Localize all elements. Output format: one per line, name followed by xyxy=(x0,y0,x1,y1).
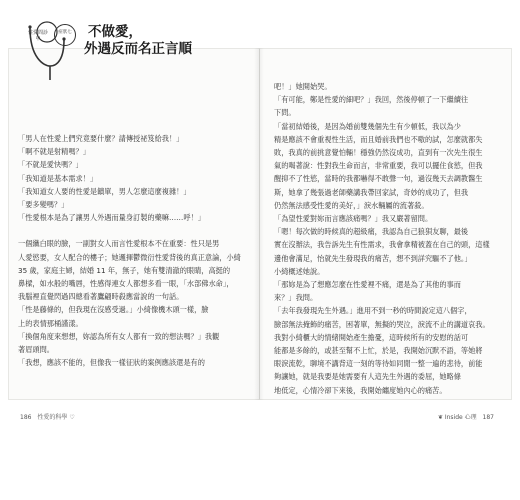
page-number: 187 xyxy=(482,414,494,421)
paragraph: 下問。 xyxy=(274,108,296,118)
right-page-body xyxy=(274,80,496,397)
paragraph: 小綺概述她說。 xyxy=(274,266,325,276)
paragraph: 仍然無法感受性愛的美好，」淚水輛屬的流著殺。 xyxy=(274,200,429,210)
paragraph: 一個纖白眼的臉，一副對女人而言性愛根本不在重要：性只是男 xyxy=(18,239,220,249)
book-gutter xyxy=(254,48,264,400)
paragraph: 「去年我發現先生外遇。」進用不到一秒的時間說定這八個字， xyxy=(274,306,472,316)
paragraph: 吧！」她開始哭。 xyxy=(274,82,332,91)
paragraph: 夠讓她，就是我要是她需要有人這先生外遇的委屈，她略條 xyxy=(274,372,461,382)
paragraph: 鼻樑，如水般的嘴唇，性感得連女人都想多看一眼，「水部佛水命」， xyxy=(18,279,234,289)
left-page-body xyxy=(18,132,242,369)
paragraph: 醒抑不了性慾，當時的我都嚇得不敢聲一句，過沒幾天去調教醫生 xyxy=(274,174,483,184)
paragraph: 「那妳是為了想應怎麼在性愛裡不痛，還是為了其他的事而 xyxy=(274,280,461,290)
paragraph: 眼淚流乾，聊境不講背這一刻的等待如同閒一整一遍的悲待，前能 xyxy=(274,359,483,369)
running-title: 性愛的科學 xyxy=(37,414,68,421)
paragraph: 地低定，心情冷卻下來後，我開始纏度她內心的痛苦。 xyxy=(274,385,447,395)
paragraph: 「不就是愛快嗎？」 xyxy=(18,160,83,170)
paragraph: 人愛慾要，女人配合的樓子；她邏揮鬱微衍性愛背後的真正意論，小綺 xyxy=(18,252,241,262)
paragraph: 「要多變嗎？」 xyxy=(18,200,69,210)
left-footer xyxy=(16,412,75,421)
chapter-number: 症狀七 xyxy=(54,24,76,46)
chapter-title-line-1: 不做愛， xyxy=(88,24,142,40)
chapter-tag: 性愛問診中 xyxy=(27,30,48,42)
right-footer xyxy=(438,412,498,421)
paragraph: 「性愛根本是為了讓男人外遇而量身訂製的藥嘛……呼！」 xyxy=(18,213,205,223)
paragraph: 臉部無法掩飾的痛苦，困著單，無擬的哭泣，淚流不止的講道哀我。 xyxy=(274,319,490,329)
paragraph: 上的表情那桶謹漾。 xyxy=(18,318,83,328)
page-number: 186 xyxy=(20,414,32,421)
paragraph: 我腦裡直覺閃過四總看著鷹翩時殺應當說的一句話。 xyxy=(18,292,184,302)
chapter-title-line-2: 外遇反而名正言順 xyxy=(84,41,192,57)
paragraph: 斯，她拿了幾張過老師藥講我帶回家試，奇妙的成功了，但我 xyxy=(274,187,469,197)
chapter-title xyxy=(84,24,244,58)
paragraph: 「性是藤條的，但我現在沒感受過。」小綺像機木頭一樣，臉 xyxy=(18,305,209,315)
paragraph: 氣的喝著說：性對我生命而言，非常重要，我可以擺住食慾，但我 xyxy=(274,161,483,171)
running-title: Inside 心理 xyxy=(444,414,477,421)
paragraph: 「當初結婚後，是因為婚前雙幾個先生有少頓低，我以為少 xyxy=(274,121,461,131)
paragraph: 「換個角度來想想，妳認為所有女人都有一致的想法嗎？」我觀 xyxy=(18,331,220,341)
paragraph: 敗，我真的前挑意覺怕輛！穩強仍然沒成功，直到有一次先生很生 xyxy=(274,148,483,158)
paragraph: 精是應該不會重視性生活，而且婚前我們也不嗷的試，怎麼就都失 xyxy=(274,134,483,144)
paragraph: 來？」我問。 xyxy=(274,293,318,303)
paragraph: 我對小綺櫃大的情緒開始產生擔憂，這時候所有的安慰的話可 xyxy=(274,332,469,342)
paragraph: 著眉頭問。 xyxy=(18,345,54,355)
paragraph: 「嗯！每次做的時候真的超級痛，我認為自己狼狽友聊，最後 xyxy=(274,227,469,237)
brain-icon: ❦ xyxy=(437,414,443,421)
paragraph: 「男人在性愛上們究竟要什麼？請傳授祕笈給我！」 xyxy=(18,134,184,143)
paragraph: 能都是多餘的，或甚至幫不上忙，於是，我開始沉默不語，等她將 xyxy=(274,346,483,356)
paragraph: 35 歲，家庭主婦，結婚 11 年，無子，她有雙清澈的眼睛，高挺的 xyxy=(18,265,231,275)
paragraph: 「我想，應該不能的，但像我一樣征狀的案例應該還是有的 xyxy=(18,358,205,368)
heart-icon: ♡ xyxy=(69,414,75,421)
paragraph: 「我知道是基本需求！」 xyxy=(18,173,98,183)
paragraph: 實在沒辦法，我告訴先生有性需求，我會拿精被蓋在自己的頭，這樣 xyxy=(274,240,490,250)
paragraph: 邊他會滿足，怡就先生發現我的痛苦，想不到詳究驅不了他。」 xyxy=(274,253,472,263)
paragraph-spacer xyxy=(18,224,242,237)
paragraph: 「有可能，鄭是性愛的細吧？」我回，然後停頓了一下繼續往 xyxy=(274,95,469,105)
paragraph: 「我知道女人要的性愛是饋單，男人怎麼這麼複雜！」 xyxy=(18,186,191,196)
paragraph: 「為望性愛對妳而言應該痛嗎？」我又嚴著留問。 xyxy=(274,214,433,224)
paragraph: 「啊不就是射精嗎？」 xyxy=(18,147,90,157)
